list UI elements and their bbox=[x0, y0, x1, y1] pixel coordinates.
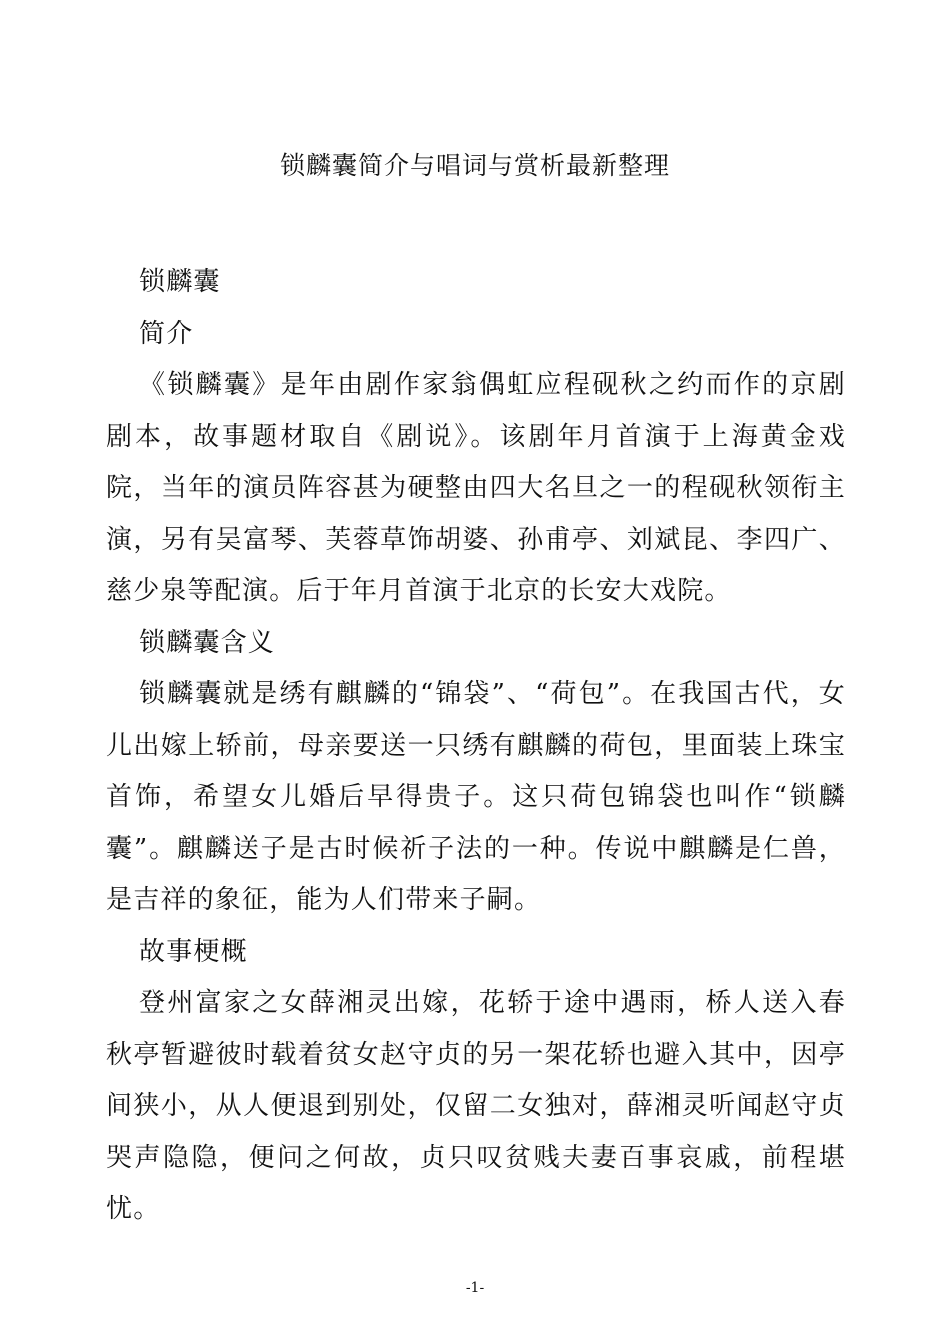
document-body bbox=[106, 257, 846, 1236]
introduction-paragraph: 《锁麟囊》是年由剧作家翁偶虹应程砚秋之约而作的京剧剧本，故事题材取自《剧说》。该剧年月首演于上海黄金戏院，当年的演员阵容甚为硬整由四大名旦之一的程砚秋领衔主演，另有吴富琴、芙蓉草饰胡婆、孙甫亭、刘斌昆、李四广、慈少泉等配演。后于年月首演于北京的长安大戏院。 bbox=[106, 370, 846, 606]
section-heading-meaning: 锁麟囊含义 bbox=[139, 627, 276, 658]
section-heading-introduction: 简介 bbox=[139, 318, 194, 349]
meaning-paragraph: 锁麟囊就是绣有麒麟的“锦袋”、“荷包”。在我国古代，女儿出嫁上轿前，母亲要送一只绣有麒麟的荷包，里面装上珠宝首饰，希望女儿婚后早得贵子。这只荷包锦袋也叫作“锁麟囊”。麒麟送子是古时候祈子法的一种。传说中麒麟是仁兽，是吉祥的象征，能为人们带来子嗣。 bbox=[106, 679, 846, 915]
section-heading-suolinnang: 锁麟囊 bbox=[139, 267, 221, 297]
synopsis-paragraph: 登州富家之女薛湘灵出嫁，花轿于途中遇雨，桥人送入春秋亭暂避彼时载着贫女赵守贞的另一架花轿也避入其中，因亭间狭小，从人便退到别处，仅留二女独对，薛湘灵听闻赵守贞哭声隐隐，便问之何故，贞只叹贫贱夫妻百事哀戚，前程堪忧。 bbox=[106, 988, 846, 1224]
page-number: -1- bbox=[465, 1280, 485, 1296]
document-title: 锁麟囊简介与唱词与赏析最新整理 bbox=[279, 151, 670, 180]
section-heading-synopsis: 故事梗概 bbox=[139, 936, 248, 967]
